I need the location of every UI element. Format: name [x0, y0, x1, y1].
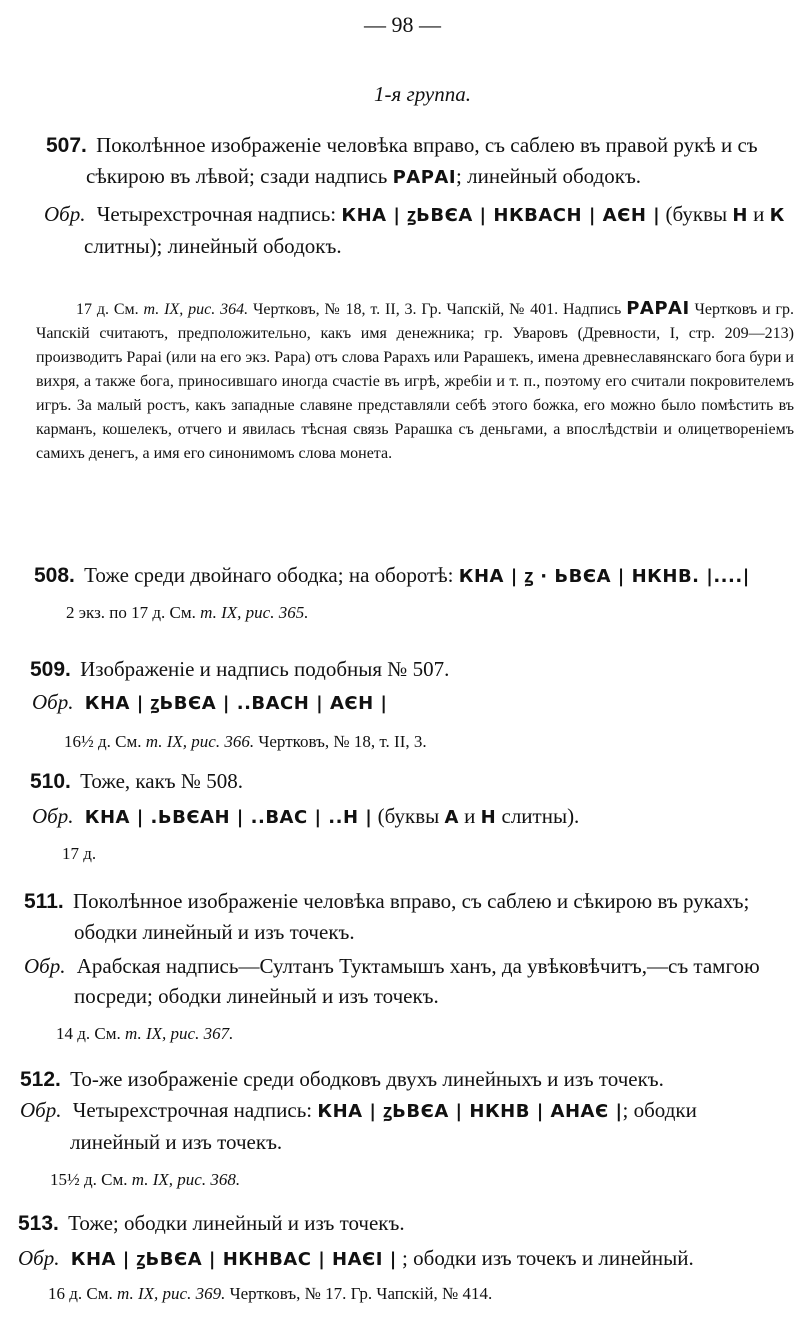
note-507	[36, 297, 794, 466]
obverse-label: Обр.	[32, 804, 74, 828]
plate-reference: т. IX, рис. 364.	[143, 301, 249, 318]
group-title: 1-я группа.	[374, 82, 471, 106]
note-weight: 17 д. См.	[76, 301, 139, 318]
note-text	[34, 600, 794, 626]
entry-508	[34, 560, 794, 626]
note-sources: Чертковъ, № 18, т. II, 3. Гр. Чапскій, № 401. Надпись	[252, 301, 622, 318]
obverse-description	[24, 951, 792, 1011]
obverse-text: ; ободки линейный и изъ точекъ.	[70, 1098, 697, 1154]
plate-reference: т. IX, рис. 365.	[200, 603, 309, 622]
obverse-label: Обр.	[44, 202, 86, 226]
letter: А	[444, 807, 459, 828]
note-text	[30, 729, 794, 755]
note-weight: 16½ д. См.	[64, 732, 142, 751]
description-text: Поколѣнное изображеніе человѣка вправо, съ саблею въ правой рукѣ и съ сѣкирою въ лѣвой; сзади надпись	[86, 133, 758, 188]
entry-512	[20, 1064, 792, 1193]
entry-number: 507.	[46, 134, 87, 157]
description-text: Поколѣнное изображеніе человѣка вправо, съ саблею и сѣкирою въ рукахъ; ободки линейный и изъ точекъ.	[72, 889, 750, 944]
entry-number: 513.	[18, 1212, 59, 1235]
note-weight: 2 экз. по 17 д. См.	[66, 603, 196, 622]
obverse-description	[44, 199, 798, 261]
description-text: Тоже, какъ № 508.	[80, 769, 243, 793]
entry-number: 511.	[24, 890, 64, 913]
inscription: КНА | ꙁЬВЄА | НКВАСН | АЄН |	[341, 205, 661, 226]
note-sources: Чертковъ, № 17. Гр. Чапскій, № 414.	[229, 1284, 493, 1303]
note-text	[30, 841, 794, 867]
inscription: КНА | ꙁЬВЄА | НКНВ | АНАЄ |	[317, 1101, 623, 1122]
conjunction: и	[464, 804, 476, 828]
entry-description	[46, 130, 798, 193]
note-text	[20, 1167, 792, 1193]
entry-description	[30, 654, 794, 685]
obverse-label: Обр.	[24, 954, 66, 978]
obverse-text: слитны); линейный ободокъ.	[84, 234, 342, 258]
obverse-description	[32, 687, 794, 719]
entry-description	[30, 766, 794, 797]
note-sources: Чертковъ, № 18, т. II, 3.	[258, 732, 427, 751]
entry-description	[34, 560, 794, 592]
plate-reference: т. IX, рис. 368.	[131, 1170, 241, 1189]
entry-description	[20, 1064, 792, 1095]
inscription: КНА | .ЬВЄАН | ..ВАС | ..Н |	[84, 807, 373, 828]
inscription: РАРАІ	[626, 298, 690, 319]
letter: Н	[480, 807, 497, 828]
obverse-label: Обр.	[32, 690, 74, 714]
obverse-description	[20, 1095, 792, 1157]
note-weight: 14 д. См.	[56, 1024, 121, 1043]
note-text	[18, 1281, 794, 1307]
page-number: — 98 —	[364, 12, 441, 37]
entry-number: 509.	[30, 658, 71, 681]
obverse-label: Обр.	[20, 1098, 62, 1122]
entry-510	[30, 766, 794, 867]
plate-reference: т. IX, рис. 366.	[145, 732, 255, 751]
inscription: КНА | ꙁ · ЬВЄА | НКНВ. |....|	[458, 566, 750, 587]
entry-number: 512.	[20, 1068, 61, 1091]
description-text: Тоже; ободки линейный и изъ точекъ.	[68, 1211, 405, 1235]
obverse-description	[32, 801, 794, 833]
entry-number: 508.	[34, 564, 75, 587]
letter: Н	[732, 205, 748, 226]
inscription: КНА | ꙁЬВЄА | ..ВАСН | АЄН |	[84, 693, 388, 714]
obverse-text: (буквы	[665, 202, 728, 226]
plate-reference: т. IX, рис. 369.	[117, 1284, 226, 1303]
obverse-text: слитны).	[501, 804, 580, 828]
entry-description	[18, 1208, 794, 1239]
obverse-text: Четырехстрочная надпись:	[72, 1098, 313, 1122]
letter: К	[769, 205, 785, 226]
description-text: Тоже среди двойнаго ободка; на оборотѣ:	[84, 563, 454, 587]
entry-509	[30, 654, 794, 755]
entry-description	[24, 886, 792, 947]
description-tail: ; линейный ободокъ.	[456, 164, 642, 188]
entry-511	[24, 886, 792, 1047]
note-text	[24, 1021, 792, 1047]
obverse-text: ; ободки изъ точекъ и линейный.	[402, 1246, 694, 1270]
note-weight: 15½ д. См.	[50, 1170, 128, 1189]
note-weight: 16 д. См.	[48, 1284, 113, 1303]
obverse-text: (буквы	[377, 804, 440, 828]
plate-reference: т. IX, рис. 367.	[125, 1024, 234, 1043]
inscription: РАРАІ	[392, 167, 457, 188]
obverse-text: Четырехстрочная надпись:	[96, 202, 337, 226]
entry-513	[18, 1208, 794, 1307]
description-text: Изображеніе и надпись подобныя № 507.	[80, 657, 450, 681]
obverse-text: Арабская надпись—Султанъ Туктамышъ ханъ, да увѣковѣчитъ,—съ тамгою посреди; ободки линейный и изъ точекъ.	[74, 954, 760, 1008]
obverse-label: Обр.	[18, 1246, 60, 1270]
inscription: КНА | ꙁЬВЄА | НКНВАС | НАЄІ |	[70, 1249, 397, 1270]
obverse-description	[18, 1243, 794, 1275]
entry-507	[46, 130, 798, 261]
entry-number: 510.	[30, 770, 71, 793]
note-weight: 17 д.	[62, 844, 97, 863]
description-text: То-же изображеніе среди ободковъ двухъ линейныхъ и изъ точекъ.	[70, 1067, 664, 1091]
note-commentary: Чертковъ и гр. Чапскій считаютъ, предположительно, какъ имя денежника; гр. Уваровъ (Древности, I, стр. 209—213) производитъ Рараі (или на его экз. Рара) отъ слова Рарахъ или Рарашекъ, имена древнеславянскаго бога бури и вихря, а также бога, приносившаго иногда счастіе въ игрѣ, жребіи и т. п., поэтому его считали покровителемъ игръ. За малый ростъ, какъ западные славяне представляли себѣ этого божка, его можно было помѣстить въ карманъ, кошелекъ, отчего и явилась тѣсная связь Рарашка съ деньгами, а впослѣдствіи и олицетвореніемъ самихъ денегъ, а имя его синонимомъ слова монета.	[36, 301, 795, 462]
note-text	[36, 297, 794, 466]
conjunction: и	[753, 202, 765, 226]
